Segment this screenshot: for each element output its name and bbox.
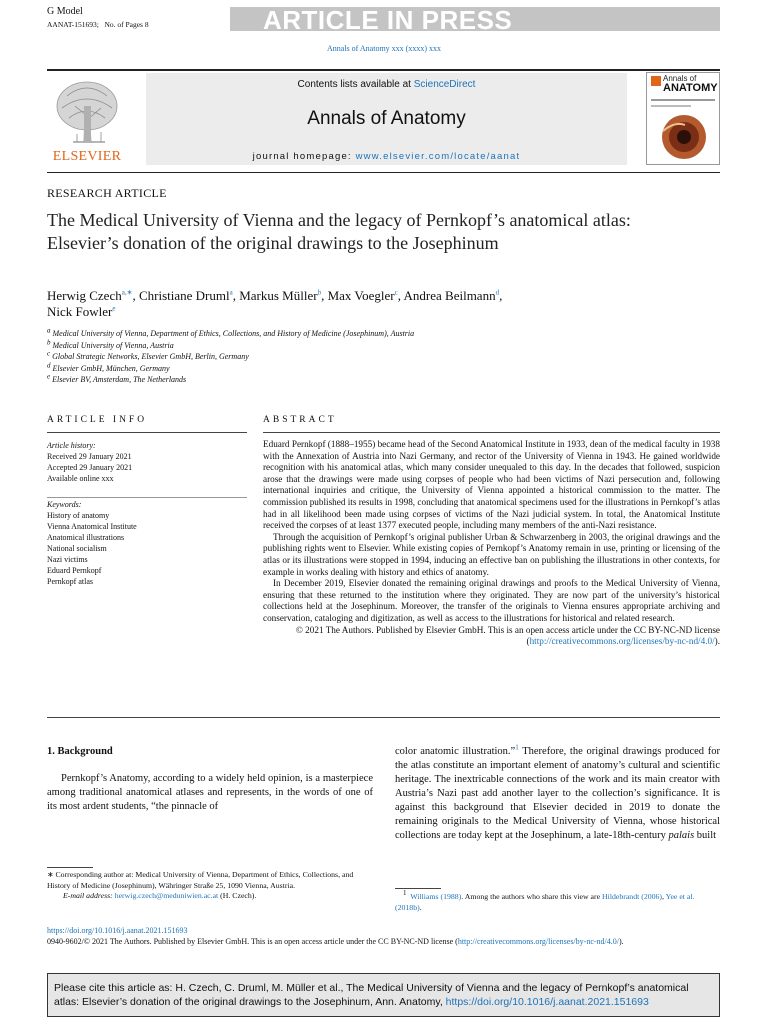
homepage-link[interactable]: www.elsevier.com/locate/aanat — [355, 151, 521, 162]
keyword-item: National socialism — [47, 544, 107, 553]
abstract-bottom-rule — [47, 717, 720, 718]
author-affil-sup[interactable]: d — [495, 288, 500, 297]
keyword-item: History of anatomy — [47, 511, 110, 520]
cover-title-line1: Annals of — [663, 74, 697, 83]
affiliation-text: Elsevier BV, Amsterdam, The Netherlands — [52, 375, 187, 384]
email-after: (H. Czech). — [218, 891, 257, 900]
author-name[interactable]: Christiane Druml — [138, 288, 230, 303]
affiliation-item — [47, 337, 414, 352]
homepage-prefix: journal homepage: — [252, 151, 352, 162]
cover-text-bar — [651, 105, 691, 107]
body-text: Therefore, the original drawings produced for the atlas constitute an important element of anatomy’s cultural and scientific heritage. The inextricable connections of the work and its main creator with Austria’s Nazi past add another layer to the collection’s significance. It is against this background that Elsevier decided in 2019 to donate the remaining originals to the Medical University of Vienna, whose historical collections are today kept at the Josephinum, a late-18th-century — [395, 746, 720, 841]
author-name[interactable]: Max Voegler — [327, 288, 395, 303]
author-name[interactable]: Andrea Beilmann — [403, 288, 496, 303]
author-name[interactable]: Herwig Czech — [47, 288, 122, 303]
footnote-sep: , — [662, 892, 666, 901]
affiliation-key: d — [47, 360, 51, 369]
corresponding-author-footnote — [47, 870, 373, 902]
footnote-marker[interactable]: 1 — [515, 743, 519, 752]
keyword-item: Anatomical illustrations — [47, 533, 125, 542]
abstract-paragraph: In December 2019, Elsevier donated the remaining original drawings and proofs to the Medical University of Vienna, ensuring that these returned to the institution where they originated. They are now part of the university’s historical collections held at the Josephinum. Moreover, the transfer of the originals to Vienna ensures appropriate archiving and conservation, cataloging and digitization, as well as access to the illustrations for historical and related research. — [263, 578, 720, 623]
article-in-press-banner: ARTICLE IN PRESS — [230, 7, 720, 31]
keyword-item: Nazi victims — [47, 555, 88, 564]
keywords-rule — [47, 497, 247, 498]
abstract-body — [263, 439, 720, 648]
footnote-rule — [47, 867, 93, 868]
license-url-link[interactable]: http://creativecommons.org/licenses/by-nc-nd/4.0/ — [457, 937, 619, 946]
history-online: Available online xxx — [47, 474, 114, 483]
affiliation-text: Medical University of Vienna, Austria — [52, 340, 174, 350]
author-sep: , — [321, 288, 328, 303]
abstract-copyright — [263, 625, 720, 648]
manuscript-id — [47, 20, 149, 29]
copyright-text: © 2021 The Authors. Published by Elsevier GmbH. This is an open access article under the CC BY-NC-ND license ( — [295, 624, 720, 647]
author-list — [47, 288, 727, 320]
author-sep: , — [499, 288, 503, 303]
abstract-heading: ABSTRACT — [263, 415, 337, 425]
g-model-label: G Model — [47, 6, 83, 17]
author-name[interactable]: Markus Müller — [239, 288, 318, 303]
article-title: The Medical University of Vienna and the legacy of Pernkopf’s anatomical atlas: Elsevier’s donation of the original drawings to the Josephinum — [47, 210, 631, 253]
email-label: E-mail address: — [63, 891, 113, 900]
citation-link[interactable]: Hildebrandt (2006) — [602, 892, 663, 901]
affiliation-text: Elsevier GmbH, München, Germany — [52, 363, 170, 373]
history-accepted: Accepted 29 January 2021 — [47, 463, 133, 472]
section-heading: 1. Background — [47, 746, 113, 757]
keyword-item: Eduard Pernkopf — [47, 566, 102, 575]
header-top-rule — [47, 69, 720, 71]
body-italic: palais — [668, 830, 695, 841]
citation-link[interactable]: Yee et al. (2018b) — [395, 892, 695, 912]
copyright-end: ). — [714, 636, 720, 647]
citation-text: Please cite this article as: H. Czech, C. Druml, M. Müller et al., The Medical University of Vienna and the legacy of Pernkopf’s anatomical atlas: Elsevier’s donation of the original drawings to the Josephinum, Ann. Anatomy, — [54, 982, 689, 1008]
keywords — [47, 499, 137, 587]
footnote-mark: 1 — [403, 889, 407, 898]
header-bottom-rule — [47, 172, 720, 173]
author-affil-sup[interactable]: c — [394, 288, 398, 297]
body-column-left: Pernkopf’s Anatomy, according to a widely held opinion, is a masterpiece among traditional anatomical atlases and represents, in the words of one of its most ardent students, “the pinnacle of — [47, 773, 373, 812]
body-column-right — [395, 745, 720, 843]
footnote-text: . Among the authors who share this view are — [461, 892, 603, 901]
email-line — [47, 891, 373, 902]
affiliation-item — [47, 360, 414, 375]
keyword-item: Vienna Anatomical Institute — [47, 522, 137, 531]
author-sep: , — [397, 288, 404, 303]
affiliation-item — [47, 351, 414, 363]
article-history — [47, 440, 132, 484]
author-affil-sup[interactable]: a — [229, 288, 233, 297]
journal-cover-thumbnail[interactable] — [646, 72, 720, 165]
corresponding-text: ∗ Corresponding author at: Medical University of Vienna, Department of Ethics, Collections, and History of Medicine (Josephinum), Währinger Straße 25, 1090 Vienna, Austria. — [47, 870, 354, 890]
abstract-paragraph: Through the acquisition of Pernkopf’s original publisher Urban & Schwarzenberg in 2003, the original drawings and the publishing rights went to Elsevier. While existing copies of Pernkopf’s Anatomy remain in use, printing or licensing of the atlas or its illustrations were stopped in 1994, inducing an effective ban on publishing the illustrations in other contexts, for example in works dealing with history and ethics of anatomy. — [263, 531, 720, 577]
affiliation-key: e — [47, 372, 51, 381]
cover-rule — [651, 99, 715, 101]
article-info-rule — [47, 432, 247, 433]
elsevier-logo-text: ELSEVIER — [52, 149, 122, 164]
cover-anatomy-illustration-icon — [655, 111, 713, 163]
keyword-item: Pernkopf atlas — [47, 577, 93, 586]
affiliation-item — [47, 374, 414, 386]
sciencedirect-link[interactable]: ScienceDirect — [413, 79, 476, 90]
author-sep: , — [232, 288, 240, 303]
license-text: 0940-9602/© 2021 The Authors. Published by Elsevier GmbH. This is an open access article under the CC BY-NC-ND license ( — [47, 937, 458, 946]
license-link[interactable]: http://creativecommons.org/licenses/by-nc-nd/4.0/ — [529, 636, 715, 647]
author-affil-sup[interactable]: b — [317, 288, 322, 297]
citation-link[interactable]: Williams (1988) — [410, 892, 462, 901]
journal-title: Annals of Anatomy — [307, 108, 466, 129]
affiliation-key: a — [47, 326, 51, 335]
license-end: ). — [618, 937, 624, 946]
contents-prefix: Contents lists available at — [297, 79, 411, 90]
journal-homepage-line — [146, 151, 627, 162]
cover-logo-mark — [651, 76, 661, 86]
affiliation-text: Medical University of Vienna, Department of Ethics, Collections, and History of Medicine (Josephinum), Austria — [52, 329, 415, 338]
article-info-heading: ARTICLE INFO — [47, 415, 148, 425]
affiliation-item — [47, 328, 414, 340]
body-text: built — [694, 830, 717, 841]
affiliation-text: Global Strategic Networks, Elsevier GmbH, Berlin, Germany — [52, 352, 249, 361]
author-name[interactable]: Nick Fowler — [47, 304, 113, 319]
page-count: No. of Pages 8 — [104, 20, 149, 29]
author-affil-sup[interactable]: e — [112, 304, 116, 313]
article-type: RESEARCH ARTICLE — [47, 186, 167, 200]
abstract-rule — [263, 432, 720, 433]
affiliations — [47, 328, 414, 386]
journal-reference-link[interactable]: Annals of Anatomy xxx (xxxx) xxx — [327, 44, 441, 53]
doi-link[interactable]: https://doi.org/10.1016/j.aanat.2021.151693 — [47, 926, 188, 935]
abstract-paragraph: Eduard Pernkopf (1888–1955) became head of the Second Anatomical Institute in 1933, dean of the medical faculty in 1938 with the Annexation of Austria into Nazi Germany, and rector of the University of Vienna in 1943. He gained worldwide recognition with his anatomical atlas, which many consider unequaled to this day. In the decades that followed, suspicion arose that the drawings were made using corpses of people who had been victims of Nazi persecution and, following international inquiries and critique, the University of Vienna appointed a historical commission to the matter. The commission published its results in 1998, concluding that anatomical specimens used for the illustrations in Pernkopf’s atlas had in all likelihood been made using corpses of victims of the Nazi judicial system. In total, the Anatomical Institute received the corpses of at least 1377 executed people, including many members of the anti-Nazi resistance. — [263, 439, 721, 531]
author-affil-sup[interactable]: a,∗ — [121, 288, 133, 297]
aanat-code: AANAT-151693; — [47, 20, 99, 29]
contents-line — [146, 79, 627, 90]
license-line — [47, 937, 720, 948]
footnote-1 — [395, 889, 720, 913]
citation-doi-link[interactable]: https://doi.org/10.1016/j.aanat.2021.151693 — [445, 996, 649, 1008]
cover-title-line2: ANATOMY — [663, 82, 718, 94]
history-label: Article history: — [47, 441, 96, 450]
affiliation-key: b — [47, 337, 51, 346]
author-sep: , — [132, 288, 139, 303]
body-text: color anatomic illustration.” — [395, 746, 516, 757]
footnote-end: . — [419, 902, 422, 912]
history-received: Received 29 January 2021 — [47, 452, 132, 461]
keywords-label: Keywords: — [47, 500, 82, 509]
citation-box — [47, 973, 720, 1017]
email-link[interactable]: herwig.czech@meduniwien.ac.at — [114, 891, 219, 900]
affiliation-key: c — [47, 349, 51, 358]
